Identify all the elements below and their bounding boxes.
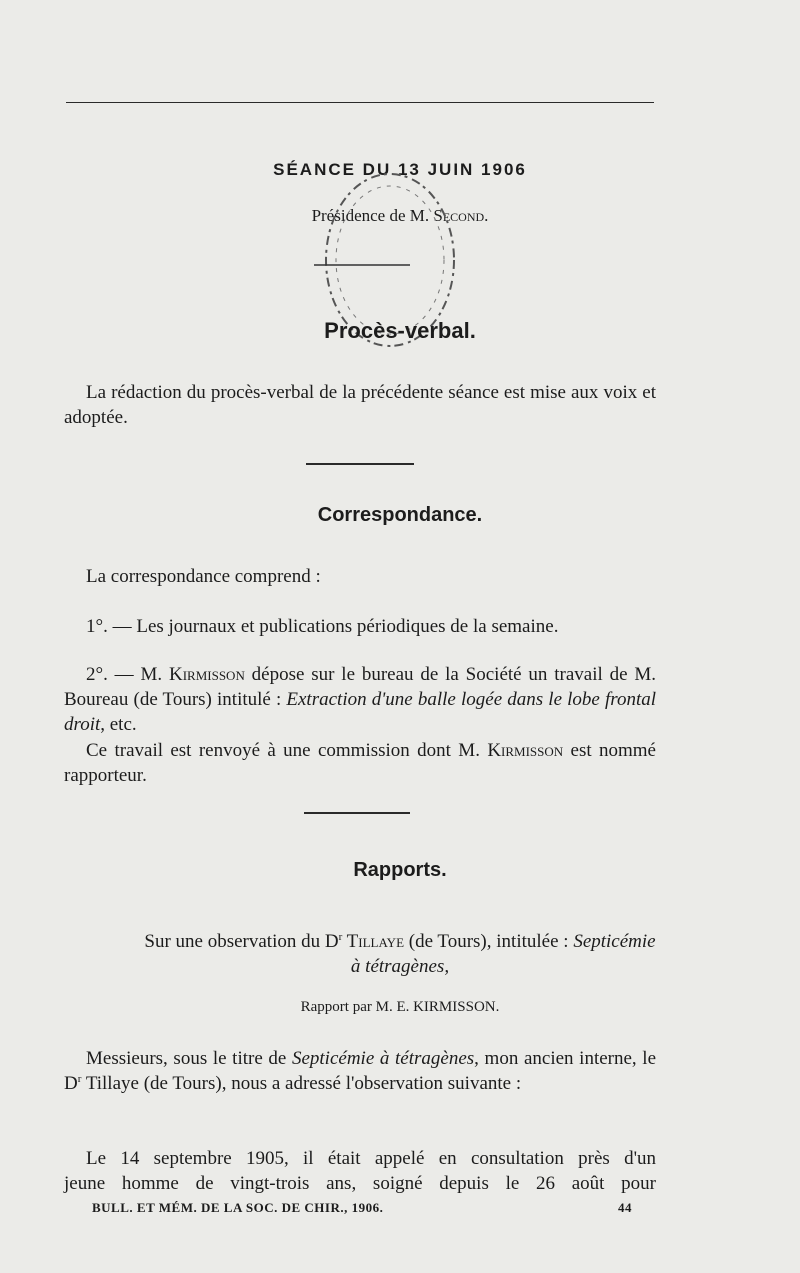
presidence-prefix: Présidence de M. [311, 206, 434, 225]
observation-line-1 [0, 929, 800, 954]
observation-line-2 [0, 954, 800, 979]
rapporteur-name: Kirmisson [487, 740, 564, 761]
correspondance-intro: La correspondance comprend : [86, 566, 321, 587]
proces-verbal-text: La rédaction du procès-verbal de la précédente séance est mise aux voix et adoptée. [64, 382, 656, 428]
p1-a: Messieurs, sous le titre de [86, 1048, 292, 1069]
obs-author: Tillaye [342, 931, 405, 952]
p1-c: , mon ancien interne, le D [64, 1048, 657, 1094]
correspondance-item-2 [64, 662, 656, 737]
work-title: Extraction d'une balle logée dans le lobe frontal droit [64, 689, 656, 735]
rapport-paragraph-2 [64, 1146, 656, 1196]
p2-line-1: Le 14 septembre 1905, il était appelé en consultation près d'un [86, 1148, 656, 1169]
section-rule-2 [304, 812, 410, 814]
p2-line-2: jeune homme de vingt-trois ans, soigné depuis le 26 août pour [64, 1173, 656, 1194]
author-kirmisson: Kirmisson [168, 664, 245, 685]
obs-title-1: Septicémie [573, 931, 656, 952]
correspondance-heading: Correspondance. [317, 504, 483, 526]
item2-cont-suffix: est nommé rapporteur. [64, 740, 656, 786]
page-footer [92, 1200, 632, 1216]
obs-prefix: Sur une observation du D [144, 931, 339, 952]
p1-b: Septicémie à tétragènes [291, 1048, 475, 1069]
obs-mid: (de Tours), intitulée : [404, 931, 574, 952]
presidence-line [0, 206, 800, 226]
rapport-byline: Rapport par M. E. KIRMISSON. [300, 999, 500, 1015]
item2-mid: dépose sur le bureau de la Société un travail de M. Boureau (de Tours) intitulé : [64, 664, 657, 710]
page-number: 44 [618, 1200, 632, 1215]
observation-title [0, 929, 800, 979]
obs-title-2: à tétragènes, [350, 956, 450, 977]
item2-suffix: , etc. [100, 714, 137, 735]
p1-d: Tillaye (de Tours), nous a adressé l'observation suivante : [81, 1073, 522, 1094]
top-rule [66, 102, 654, 103]
item2-prefix: 2°. — M. [86, 664, 169, 685]
footer-reference: BULL. ET MÉM. DE LA SOC. DE CHIR., 1906. [92, 1200, 384, 1215]
proces-verbal-heading: Procès-verbal. [324, 318, 476, 343]
p1-sup: r [77, 1073, 82, 1085]
presidence-suffix: . [484, 206, 489, 225]
rapports-heading: Rapports. [353, 859, 447, 881]
section-rule-1 [306, 463, 414, 465]
president-name: Second [433, 206, 485, 225]
obs-sup: r [338, 931, 343, 943]
correspondance-item-1: 1°. — Les journaux et publications périodiques de la semaine. [86, 616, 559, 637]
seance-title: SÉANCE DU 13 JUIN 1906 [273, 160, 527, 179]
correspondance-item-2-cont [64, 738, 656, 788]
rapport-paragraph-1 [64, 1046, 656, 1096]
item2-cont-prefix: Ce travail est renvoyé à une commission dont M. [86, 740, 488, 761]
